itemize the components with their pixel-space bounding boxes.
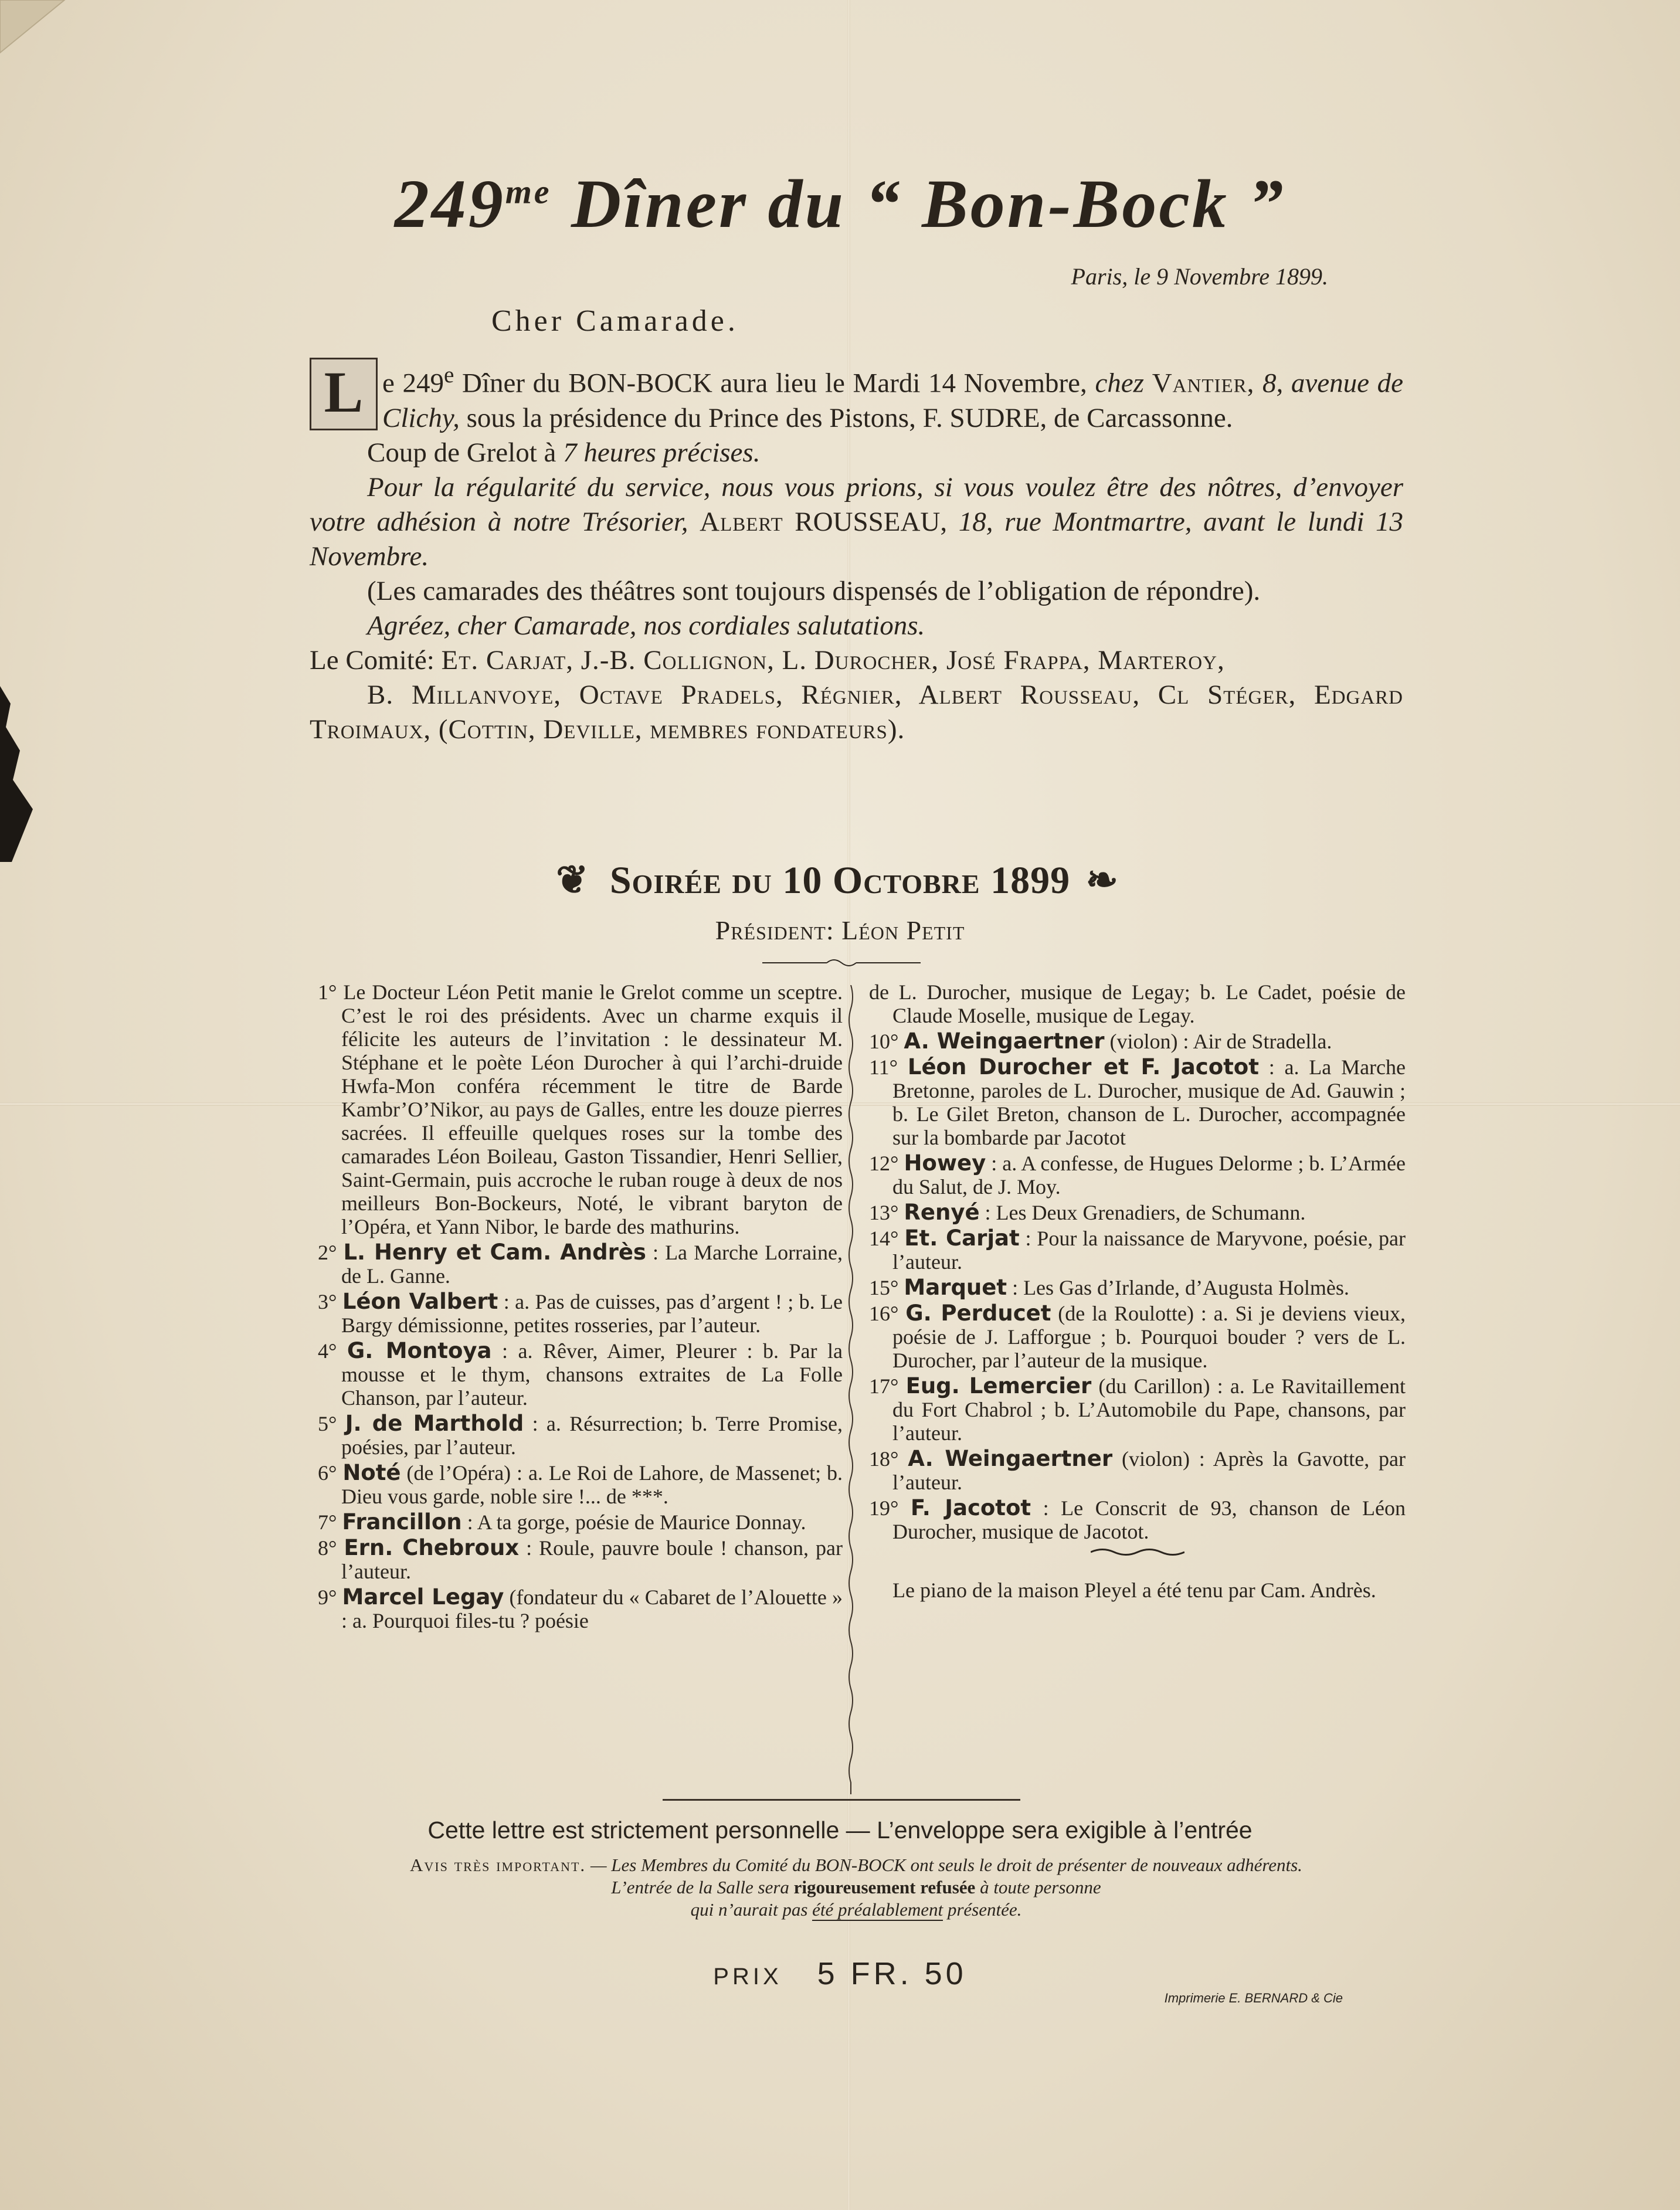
swash-ornament-icon <box>1091 1547 1185 1557</box>
program-item-11: 11° Léon Durocher et F. Jacotot : a. La Marche Bretonne, paroles de L. Durocher, musique de Ad. Gauwin ; b. Le Gilet Breton, chanson de L. Durocher, accompagnée sur la bombarde par Jacotot <box>869 1054 1406 1149</box>
program-item-18: 18° A. Weingaertner (violon) : Après la Gavotte, par l’auteur. <box>869 1446 1406 1494</box>
president-line: Président: Léon Petit <box>715 915 965 945</box>
letter-paragraph-2: Coup de Grelot à 7 heures précises. <box>367 437 761 468</box>
committee-list: Le Comité: Et. Carjat, J.-B. Collignon, L. Durocher, José Frappa, Marteroy, B. Millanvoye, Octave Pradels, Régnier, Albert Rousseau, Cl Stéger, Edgard Troimaux, (Cottin, Deville, membres fondateurs). <box>310 644 1403 745</box>
program-item-19: 19° F. Jacotot : Le Conscrit de 93, chanson de Léon Durocher, musique de Jacotot. <box>869 1495 1406 1543</box>
footer-rule <box>663 1799 1020 1801</box>
important-notice: Avis très important. — Les Membres du Comité du BON-BOCK ont seuls le droit de présenter de nouveaux adhérents. L’entrée de la Salle sera rigoureusement refusée à toute personne qui n’aurait pas été préalablement présentée. <box>410 1855 1302 1920</box>
program-item-14: 14° Et. Carjat : Pour la naissance de Maryvone, poésie, par l’auteur. <box>869 1225 1406 1274</box>
dropcap-initial: L <box>310 358 378 430</box>
letter-closing: Agréez, cher Camarade, nos cordiales salutations. <box>367 610 925 641</box>
program-item-4: 4° G. Montoya : a. Rêver, Aimer, Pleurer : b. Par la mousse et le thym, chansons extraites de La Folle Chanson, par l’auteur. <box>318 1338 843 1410</box>
page-title: $249^{me}$ Dîner du “ Bon-Bock ” <box>394 165 1286 242</box>
fleuron-right-icon: ❧ <box>1085 859 1124 902</box>
printer-credit: Imprimerie E. BERNARD & Cie <box>1164 1991 1343 2005</box>
program-item-2: 2° L. Henry et Cam. Andrès : La Marche Lorraine, de L. Ganne. <box>318 1240 843 1288</box>
piano-credit: Le piano de la maison Pleyel a été tenu par Cam. Andrès. <box>892 1578 1376 1602</box>
program-item-12: 12° Howey : a. A confesse, de Hugues Delorme ; b. L’Armée du Salut, de J. Moy. <box>869 1150 1406 1199</box>
program-item-13: 13° Renyé : Les Deux Grenadiers, de Schumann. <box>869 1200 1306 1225</box>
column-divider-icon <box>847 985 854 1794</box>
letter-paragraph-4: (Les camarades des théâtres sont toujours dispensés de l’obligation de répondre). <box>367 575 1261 606</box>
soiree-heading: ❦ Soirée du 10 Octobre 1899 ❧ <box>556 859 1124 902</box>
torn-edge-icon <box>0 686 42 862</box>
program-item-10: 10° A. Weingaertner (violon) : Air de Stradella. <box>869 1028 1332 1054</box>
program-column-right <box>869 980 1406 1602</box>
program-item-16: 16° G. Perducet (de la Roulotte) : a. Si je deviens vieux, poésie de J. Lafforgue ; b. Pourquoi bouder ? vers de L. Durocher, par l’auteur de la musique. <box>869 1301 1406 1372</box>
letter-body <box>310 358 1403 747</box>
program-item-8: 8° Ern. Chebroux : Roule, pauvre boule ! chanson, par l’auteur. <box>318 1535 843 1583</box>
letter-paragraph-1: L e 249e Dîner du BON-BOCK aura lieu le Mardi 14 Novembre, chez Vantier, 8, avenue de Clichy, sous la présidence du Prince des Pistons, F. SUDRE, de Carcassonne. <box>310 358 1403 436</box>
program-column-left <box>318 980 843 1635</box>
folded-corner-icon <box>0 0 70 59</box>
program-item-17: 17° Eug. Lemercier (du Carillon) : a. Le Ravitaillement du Fort Chabrol ; b. L’Automobile du Pape, chansons, par l’auteur. <box>869 1373 1406 1445</box>
program-item-7: 7° Francillon : A ta gorge, poésie de Maurice Donnay. <box>318 1509 806 1535</box>
program-item-6: 6° Noté (de l’Opéra) : a. Le Roi de Lahore, de Massenet; b. Dieu vous garde, noble sire !... de ***. <box>318 1460 843 1508</box>
greeting: Cher Camarade. <box>491 304 739 338</box>
price-line: PRIX 5 FR. 50 <box>713 1956 967 1991</box>
program-item-9: 9° Marcel Legay (fondateur du « Cabaret de l’Alouette » : a. Pourquoi files-tu ? poésie <box>318 1584 843 1632</box>
letter-paragraph-3: Pour la régularité du service, nous vous prions, si vous voulez être des nôtres, d’envoyer votre adhésion à notre Trésorier, Albert ROUSSEAU, 18, rue Montmartre, avant le lundi 13 Novembre. <box>310 471 1403 572</box>
program-item-3: 3° Léon Valbert : a. Pas de cuisses, pas d’argent ! ; b. Le Bargy démissionne, petites rosseries, par l’auteur. <box>318 1289 843 1337</box>
personal-notice: Cette lettre est strictement personnelle — L’enveloppe sera exigible à l’entrée <box>427 1817 1253 1844</box>
dateline: Paris, le 9 Novembre 1899. <box>1071 263 1328 290</box>
fleuron-left-icon: ❦ <box>556 859 595 902</box>
ornament-rule-icon <box>762 957 921 969</box>
program-item-15: 15° Marquet : Les Gas d’Irlande, d’Augusta Holmès. <box>869 1275 1349 1300</box>
program-item-1: 1° Le Docteur Léon Petit manie le Grelot comme un sceptre. C’est le roi des présidents. Avec un charme exquis il félicite les auteurs de l’invitation : le dessinateur M. Stéphane et le poète Léon Durocher à qui l’archi-druide Hwfa-Mon conféra récemment le titre de Barde Kambr’O’Nikor, au pays de Galles, entre les douze pierres sacrées. Il effeuille quelques roses sur la tombe des camarades Léon Boileau, Gaston Tissandier, Henri Sellier, Saint-Germain, puis accroche le ruban rouge à deux de nos meilleurs Bon-Bockeurs, Noté, le vibrant baryton de l’Opéra, et Yann Nibor, le barde des mathurins. <box>318 980 843 1238</box>
program-item-9-cont: de L. Durocher, musique de Legay; b. Le Cadet, poésie de Claude Moselle, musique de Legay. <box>869 980 1406 1027</box>
program-item-5: 5° J. de Marthold : a. Résurrection; b. Terre Promise, poésies, par l’auteur. <box>318 1411 843 1459</box>
